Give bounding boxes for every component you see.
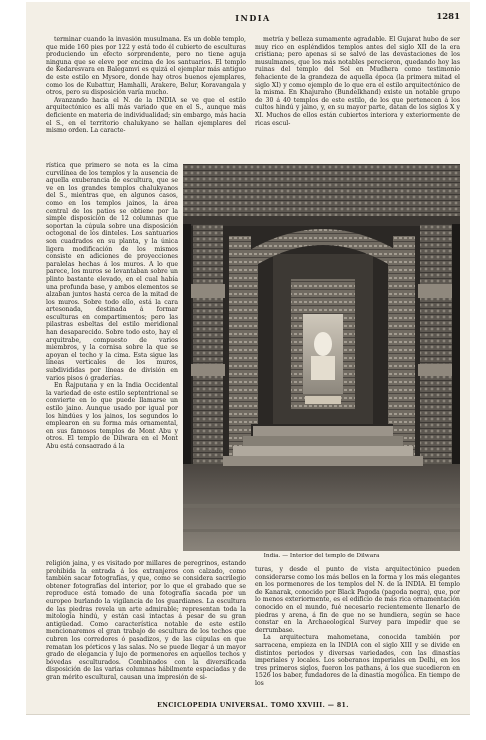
paragraph: Avanzando hacia el N. de la INDIA se ve que el estilo arquitectónico es allí más variado que en el S., aunque más deficiente en materia de individualidad; sin embargo, más hacia el S., en el territorio chalukyano se hallan ejemplares del mismo orden. La caracte-	[46, 96, 246, 135]
paragraph: religión jaina, y es visitado por millares de peregrinos, estando prohibida la entrada á los extranjeros con calzado, como también sacar fotografías, y que, como se considera sacrilegio obtener fotografías del interior, por lo que el grabado que se reproduce está tomado de una fotografía sacada por un europeo burlando la vigilancia de los guardianes. La escultura de las piedras revela un arte admirable; representan toda la mitología hindú, y están casi intactas á pesar de su gran antigüedad. Como característica notable de este estilo mencionaremos el gran trabajo de escultura de los techos que cubren los corredores ó pasadizos, y de las cúpulas en que rematan los pórticos y las salas. No se puede llegar á un mayor grado de elegancia y lujo de pormenores en aquellos techos y bóvedas esculturados. Combinados con la diversificada disposición de las varias columnas hábilmente espaciadas y de gran mérito escultural, causan una impresión de si-	[46, 560, 246, 681]
paragraph: En Rajputana y en la India Occidental la variedad de este estilo septentrional se convierte en lo que puede llamarse un estilo jaino. Aunque usado por igual por los hindúes y los jainos, los segundos lo emplearon en su forma más ornamental, en sus famosos templos de Mont Abu y otros. El templo de Dilwara en el Mont Abu está consagrado á la	[46, 382, 178, 448]
text-column-narrow	[46, 162, 178, 448]
paragraph: terminar cuando la invasión musulmana. Es un doble templo, que mide 160 pies por 122 y está todo él cubierto de esculturas produciendo un efecto sorprendente, pero no tiene aguja ninguna que se eleve por encima de los santuarios. El templo de Kedaresvara en Balegamvi es quizá el ejemplar más antiguo de este estilo en Mysore, donde hay otros buenos ejemplares, como los de Kubattur, Hamhalli, Arakere, Belur, Koravangala y otros, pero su disposición varía mucho.	[46, 36, 246, 97]
photo-caption: India. — Interior del templo de Dilwara	[263, 553, 380, 559]
paragraph: metría y belleza sumamente agradable. El Gujarat hubo de ser muy rico en espléndidos templos antes del siglo XII de la era cristiana; pero apenas si se salvó de las devastaciones de los musulmanes, que los más notables perecieron, quedando hoy las ruinas del templo del Sol en Mudhera como testimonio fehaciente de la grandeza de aquella época (la primera mitad el siglo XI) y como ejemplo de lo que era el estilo arquitectónico de la misma. En Khajuraho (Bundelkhand) existe un notable grupo de 30 á 40 templos de este estilo, de los que pertenecen á los cultos hindú y jaino, y, en su mayor parte, datan de los siglos X y XI. Muchos de ellos están cubiertos interiora y exteriormente de ricas escul-	[255, 36, 460, 127]
page-footer: ENCICLOPEDIA UNIVERSAL. TOMO XXVIII. — 81.	[157, 702, 349, 709]
page-divider	[26, 714, 470, 715]
text-column-left-top	[46, 36, 246, 162]
text-column-right-bottom	[255, 566, 460, 700]
paragraph: rística que primero se nota es la cima curvilínea de los templos y la ausencia de aquella exuberancia de escultura, que se ve en los grandes templos chalukyanos del S., mientras que, en algunos casos, como en los templos jainos, la área central de los patios se obtiene por la simple disposición de 12 columnas que soportan la cúpula sobre una disposición octogonal de los dinteles. Los santuarios son cuadrados en su planta, y la única ligera modificación de los mismos consiste en adiciones de proyecciones paralelas hechas á los muros. A lo que parece, los muros se levantaban sobre un plinto bastante elevado, en el cual había una profunda base, y ambos elementos se alzaban juntos hasta cerca de la mitad de los muros. Sobre todo ello, está la cara artesonada, destinada á formar esculturas en compartimentos; pero las pilastras esbeltas del estilo meridional han desaparecido. Sobre todo esto, hay el arquitrabe, compuesto de varios miembros, y la cornisa sobre la que se apoyan el techo y la cima. Esta sigue las líneas verticales de los muros, subdivididas por líneas de división en varios pisos ó graderías.	[46, 162, 178, 382]
text-column-left-bottom	[46, 560, 246, 700]
running-head-title: INDIA	[235, 13, 271, 23]
paragraph: La arquitectura mahometana, conocida también por sarracena, empieza en la INDIA con el siglo XIII y se divide en distintos periodos y diversas variedades, con las dinastías imperiales y locales. Los soberanos imperiales en Delhi, en los tres primeros siglos, fueron los pathans, á los que sucedieron en 1526 los baber, fundadores de la dinastía mogólica. En tiempo de los	[255, 634, 460, 687]
paragraph: turas, y desde el punto de vista arquitectónico pueden considerarse como los más bellos en la forma y los más elegantes en los pormenores de los templos del N. de la INDIA. El templo de Kanarak, conocido por Black Pagoda (pagoda negra), que, por lo menos exteriormente, es el edificio de más rica ornamentación conocido en el mundo, fué necesario recientemente llenarlo de piedras y arena, á fin de que no se hundiera, según se hace constar en la Archaeological Survey para impedir que se derrumbase.	[255, 566, 460, 634]
text-column-right-top	[255, 36, 460, 162]
temple-interior-photograph	[183, 164, 460, 551]
page-number: 1281	[436, 12, 460, 22]
page-header	[46, 13, 460, 25]
